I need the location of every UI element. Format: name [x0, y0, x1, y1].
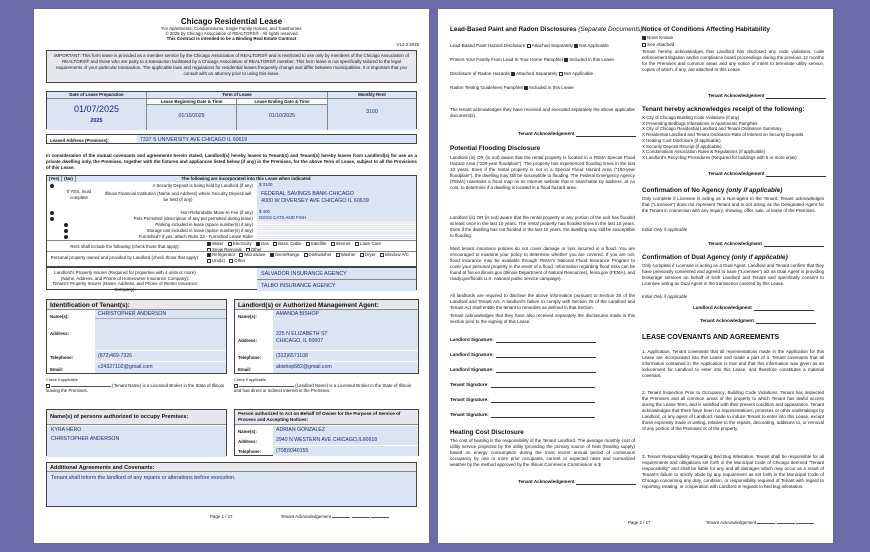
- term-begin-field[interactable]: 01/10/2025: [147, 104, 237, 130]
- tenant-address-label: Address:: [50, 331, 70, 336]
- covenant-2: 2. Tenant Inspection Prior to Occupancy; Building Code Violations. Tenant has inspected the Premises and all common areas of the property to which Tenant has lawful access during the Lease Term, and is satisfied with their present condition and appearance. Tenant acknowledges that there have been no representations, promises or other undertakings by Landlord, or any agent of Landlord, made to induce Tenant to enter into this Lease, except those expressly made in writing, relative to the repairs, decorating, additions to, or removal of any portion of the Premises or of the property.: [642, 390, 824, 432]
- incorporated-items-table: [46, 175, 417, 267]
- landlord-email-field[interactable]: abishop682@gmail.com: [273, 362, 418, 373]
- utility-option[interactable]: [207, 241, 224, 246]
- appliances-list: [207, 252, 414, 263]
- item-bank: Illinois Financial Institution (Name and Address) where Security Deposit will be held (if any): [104, 191, 252, 202]
- lease-subtitle-1: For Apartments, Condominiums, Single Family Homes, and Townhomes: [161, 26, 302, 31]
- appliance-label: Washer: [340, 252, 356, 257]
- flood-para-2: Landlord (is) OR (is not) aware that the rental property or any portion of the unit has flooded at least once in the last 10 years. The rental property has flooded times in the last 10 years. Even if the dwelling has not flooded in the last 10 years, the dwelling may still be susceptible to flooding.: [450, 215, 635, 239]
- date-prep-field[interactable]: 01/07/2025: [73, 104, 120, 114]
- receipt-item: X City of Chicago Residential Landlord and Tenant Ordinance Summary: [642, 126, 782, 132]
- appliance-checkbox[interactable]: [207, 259, 211, 263]
- utility-option[interactable]: [256, 241, 269, 246]
- tenant-email-label: Email:: [50, 367, 64, 372]
- covenants-heading: LEASE COVENANTS AND AGREEMENTS: [642, 334, 780, 341]
- leased-address-row: [46, 134, 417, 144]
- no-agency-text: Only complete if Licensee is acting as a Non-agent to the Tenant. Tenant acknowledges that ("Licensee") does not represent Tenant and is not acting as the Designated Agent for the Tenant in connection with any inquiry, showing, offer, sale, or lease of the Premises.: [642, 196, 824, 214]
- landlord-identification: [234, 299, 419, 374]
- heating-text: The cost of heating is the responsibility of the Tenant Landlord. The average monthly cost of utility service projected by the utility (providing the primary source of heat (heating supply) based on energy consumption during the most recent annual period of continuous occupancy by one or more prior occupants, current or expected rates and normalized weather by the method approved by the Illinois Commerce Commission is $: [450, 438, 635, 468]
- deposit-field[interactable]: $ 3100: [257, 182, 416, 188]
- landlord-address-label: Address:: [238, 338, 258, 343]
- utility-checkbox[interactable]: [207, 242, 211, 246]
- item-security-deposit: A Security Deposit is being held by Landlord (if any): [152, 183, 253, 188]
- additional-agreements-box: [46, 462, 417, 507]
- tenant-email-field[interactable]: c24327102@gmail.com: [95, 362, 226, 373]
- parking-storage-fields: [257, 221, 416, 239]
- page-number-1: Page 1 / 17: [210, 514, 233, 519]
- lead-row-0: Lead-Based Paint Hazard Disclosure Attached Separately Not Applicable: [450, 43, 609, 48]
- rent-field[interactable]: 3100: [327, 98, 416, 130]
- pets-yes-radio[interactable]: [50, 216, 54, 222]
- utility-label: Other: [250, 246, 262, 252]
- receipt-check-mark[interactable]: X: [642, 132, 647, 138]
- receipt-check-mark[interactable]: X: [642, 115, 647, 120]
- occupant-3-field[interactable]: [47, 444, 226, 457]
- lead-radon-rows: [450, 43, 635, 99]
- receipt-check-mark[interactable]: X: [642, 143, 647, 149]
- bank-field[interactable]: [257, 188, 416, 209]
- auth-name-label: Name(s):: [238, 429, 257, 434]
- lead-radon-heading: Lead-Based Paint and Radon Disclosures (Separate Documents): [450, 26, 643, 33]
- receipt-heading: Tenant hereby acknowledges receipt of the following:: [642, 106, 805, 113]
- auth-phone-field[interactable]: (708)9340155: [273, 446, 418, 456]
- receipt-check-mark[interactable]: X: [642, 155, 647, 161]
- lead-row-2: Disclosure of Radon Hazards Attached Separately Not Applicable: [450, 71, 594, 76]
- landlord-insurer-label: Landlord's Property Insurer (Required for properties with 4 units or more) (Name, Address, and Phone of Homeowner Insurance Company):: [54, 270, 196, 281]
- utility-label: Gas: [260, 241, 269, 246]
- deposit-yes-radio[interactable]: [50, 183, 54, 189]
- tenant-broker-text: (Tenant Name) is a Licensed Broker in the State of Illinois leasing the Premises.: [46, 382, 225, 394]
- lead-tenant-ack[interactable]: Tenant Acknowledgement: [518, 131, 636, 137]
- tenant-broker-checkbox[interactable]: [46, 384, 50, 388]
- appliance-option[interactable]: [207, 252, 235, 257]
- lead-row-3: Radon Testing Guidelines Pamphlet Included in this Lease: [450, 85, 574, 90]
- flood-tenant-sig-2[interactable]: Tenant Signature:: [450, 397, 595, 403]
- date-prep-label: Date of Lease Preparation: [47, 92, 147, 98]
- receipt-tenant-ack[interactable]: Tenant Acknowledgement: [708, 171, 826, 177]
- item-parking: Parking included in lease (space number(s) if any): [155, 222, 253, 227]
- flood-tenant-sig-1[interactable]: Tenant Signature:: [450, 382, 595, 388]
- flood-heading: Potential Flooding Disclosure: [450, 145, 541, 152]
- landlord-insurer-field[interactable]: SALVADOR INSURANCE AGENCY: [257, 268, 416, 279]
- landlord-name-field[interactable]: AMANDA BISHOP: [273, 310, 418, 318]
- heating-heading: Heating Cost Disclosure: [450, 429, 524, 436]
- bank-address: 4000 W DIVERSEY AVE CHICAGO IL 60639: [261, 197, 369, 204]
- appliance-option[interactable]: [336, 252, 356, 257]
- appliance-checkbox[interactable]: [336, 253, 340, 257]
- utility-checkbox[interactable]: [306, 242, 310, 246]
- appliance-label: Refrigerator: [212, 252, 236, 257]
- movein-field[interactable]: $ 400: [257, 209, 416, 215]
- pets-field[interactable]: DOGS CATS AND FISH: [257, 215, 416, 221]
- appliance-option[interactable]: [207, 258, 225, 263]
- term-label: Term of Lease: [147, 92, 327, 98]
- receipt-check-mark[interactable]: X: [642, 126, 647, 132]
- insurer-table: [46, 267, 417, 290]
- bank-name: FEDERAL SAVINGS BANK-CHICAGO: [261, 191, 354, 197]
- lead-pamphlet-checkbox[interactable]: [564, 58, 568, 62]
- appliance-label: Dryer: [364, 252, 376, 257]
- lead-na-checkbox[interactable]: [574, 44, 578, 48]
- important-notice: IMPORTANT: This form lease is provided as a member service by the Chicago Association of REALTORS® and is restricted to use only by members of the Chicago Association of REALTORS® and those who are party to a transaction facilitated by a Chicago Association of REALTORS® member. This form lease is not specifically tailored to the legal requirements of your particular transaction. The applicable laws and regulations for residential leases frequently change and differ between municipalities. It is important that you consult with an attorney prior to using this lease.: [46, 50, 417, 83]
- landlord-broker-check-label: Check if applicable: [234, 378, 266, 382]
- tenant-name-field[interactable]: CHRISTOPHER ANDERSON: [95, 310, 226, 318]
- appliance-option[interactable]: [239, 252, 265, 257]
- parking-no-radio[interactable]: [64, 222, 68, 228]
- lead-row-1: Protect Your Family From Lead In Your Home Pamphlet Included in this Lease: [450, 57, 614, 62]
- receipt-check-mark[interactable]: X: [642, 149, 647, 155]
- utility-label: Snow Removal: [212, 246, 242, 252]
- receipt-check-mark[interactable]: X: [642, 137, 647, 143]
- tenant-broker-block: [46, 378, 227, 394]
- appliance-option[interactable]: [229, 258, 245, 263]
- utility-checkbox[interactable]: [355, 242, 359, 246]
- item-movein-fee: Non-Refundable Move-In Fee (if any): [180, 210, 253, 215]
- item-furnished: Furnished? If yes, attach Rider 23 - Furnished Lease Rider: [138, 234, 253, 239]
- item-pets: Pets Permitted (description of any pet permitted during lease): [133, 216, 253, 221]
- auth-phone-label: Telephone:: [238, 449, 262, 454]
- incorporated-header: The following are incorporated into this Lease when indicated: [75, 176, 416, 182]
- term-begin-label: Lease Beginning Date & Time: [147, 98, 237, 104]
- flood-landlord-sig-3[interactable]: Landlord Signature:: [450, 367, 596, 373]
- no-header: (No): [61, 176, 75, 182]
- receipt-item: X Security Deposit Receipt (if applicable): [642, 143, 722, 149]
- utility-checkbox[interactable]: [228, 242, 232, 246]
- covenant-1: 1. Application. Tenant covenants that all representations made in the Application for this Lease are incorporated into this Lease and made a part of it. Tenant covenants that all information contained in the Application is true and that this information was given as an inducement for Landlord to enter into this Lease, and therefore constitutes a material covenant.: [642, 349, 824, 379]
- dual-agency-initial-label: Initial Only if Applicable: [642, 294, 688, 299]
- appliance-label: Oven/Range: [274, 252, 300, 257]
- landlord-name-label: Name(s):: [238, 314, 257, 319]
- lease-page-1[interactable]: [33, 8, 430, 544]
- personal-property-label: Personal property owned and provided by Landlord (check those that apply):: [50, 255, 200, 260]
- utility-label: Electricity: [232, 241, 252, 246]
- appliance-checkbox[interactable]: [207, 253, 211, 257]
- appliance-checkbox[interactable]: [239, 253, 243, 257]
- dual-landlord-ack[interactable]: Landlord Acknowledgment: [693, 305, 814, 311]
- occupants-box: [46, 409, 227, 456]
- rent-includes-label: Rent shall include the following (check those that apply):: [70, 244, 180, 249]
- utility-option[interactable]: [331, 241, 351, 246]
- additional-agreements-field[interactable]: Tenant shall inform the landlord of any repairs or alterations before execution.: [47, 472, 416, 506]
- landlord-phone-label: Telephone:: [238, 355, 262, 360]
- landlord-broker-checkbox[interactable]: [234, 384, 238, 388]
- utility-label: Internet: [335, 241, 351, 246]
- furnished-no-radio[interactable]: [64, 234, 68, 240]
- appliance-option[interactable]: [380, 252, 409, 257]
- utility-label: Water: [212, 241, 224, 246]
- lead-attached-checkbox[interactable]: [527, 44, 531, 48]
- receipt-check-mark[interactable]: X: [642, 120, 647, 126]
- receipt-item: X Heating Cost Disclosure (if applicable): [642, 137, 721, 143]
- habitability-tenant-ack[interactable]: Tenant Acknowledgement: [708, 93, 826, 99]
- utility-option[interactable]: [273, 241, 301, 246]
- see-attached-option[interactable]: See Attached: [642, 42, 674, 48]
- movein-yes-radio[interactable]: [50, 210, 54, 216]
- utility-option[interactable]: [228, 241, 252, 246]
- lease-page-2[interactable]: [437, 8, 834, 544]
- term-end-label: Lease Ending Date & Time: [237, 98, 327, 104]
- landlord-ident-heading: Landlord(s) or Authorized Management Agent:: [235, 300, 418, 310]
- utility-checkbox[interactable]: [273, 242, 277, 246]
- radon-na-checkbox[interactable]: [559, 72, 563, 76]
- lease-title: Chicago Residential Lease: [180, 17, 283, 26]
- version-label: V12.0 2025: [396, 42, 419, 47]
- deposit-value: 3100: [262, 182, 273, 187]
- tenant-insurer-label: Tenant's Property Insurer (Name, Address, and Phone of Renter Insurance Company):: [52, 281, 198, 292]
- tenant-phone-label: Telephone:: [50, 355, 74, 360]
- radon-attached-checkbox[interactable]: [511, 72, 515, 76]
- receipt-item: X Residential Landlord and Tenant Ordinance Rate of Interest on Security Deposits: [642, 132, 804, 138]
- yes-header: (Yes): [48, 176, 60, 181]
- no-agency-heading: Confirmation of No Agency (only if applicable): [642, 187, 783, 194]
- landlord-address-line1: 225 N ELIZABETH ST: [276, 331, 328, 337]
- occupant-1-field[interactable]: KYRA HERO: [47, 426, 226, 435]
- additional-heading: Additional Agreements and Covenants:: [47, 463, 416, 472]
- leased-address-field[interactable]: 7337 S UNIVERSITY AVE CHICAGO IL 60619: [137, 135, 416, 143]
- appliance-option[interactable]: [270, 252, 300, 257]
- tenant-ack-footer-2: Tenant Acknowledgement: [706, 520, 814, 526]
- utility-label: Lawn Care: [359, 241, 381, 246]
- receipt-item: X Landlord's Recycling Procedures (Required for buildings with 5 or more units): [642, 155, 797, 161]
- utility-checkbox[interactable]: [256, 242, 260, 246]
- appliance-option[interactable]: [304, 252, 332, 257]
- heating-tenant-ack[interactable]: Tenant Acknowledgement: [518, 479, 636, 485]
- auth-address-label: Address:: [238, 439, 258, 444]
- dual-agency-text: Only complete if Licensee is acting as a Dual Agent. Landlord and Tenant confirm that they have previously consented and agreed to have ("Licensee") act as Dual Agent in providing brokerage services on behalf of both Landlord and Tenant and specifically consent to Licensee acting as Dual Agent in the transaction covered by this Lease.: [642, 263, 824, 287]
- appliance-checkbox[interactable]: [229, 259, 233, 263]
- authorized-heading: Person authorized to Act on Behalf Of Owner for the Purpose of Service of Process and Accepting Notices:: [235, 410, 418, 425]
- appliance-label: Window A/C: [384, 252, 409, 257]
- appliance-label: Microwave: [244, 252, 266, 257]
- landlord-email-label: Email:: [238, 367, 252, 372]
- receipt-item: X Preventing Bedbugs Infestations in Apartments Pamphlet: [642, 120, 758, 126]
- appliance-option[interactable]: [360, 252, 376, 257]
- utility-option[interactable]: [306, 241, 327, 246]
- occupants-heading: Name(s) of persons authorized to occupy Premises:: [47, 410, 226, 425]
- no-agency-tenant-ack[interactable]: Tenant Acknowledgment: [708, 241, 824, 247]
- appliance-label: Other: [234, 257, 246, 263]
- page-number-2: Page 2 / 17: [628, 520, 651, 525]
- lease-terms-table: [46, 91, 417, 129]
- item-storage: Storage unit included in lease (space number(s) if any): [146, 228, 253, 233]
- utility-label: Basic Cable: [278, 241, 302, 246]
- habitability-heading: Notice of Conditions Affecting Habitability: [642, 26, 770, 33]
- utility-label: Satellite: [310, 241, 327, 246]
- storage-no-radio[interactable]: [64, 228, 68, 234]
- utility-option[interactable]: [355, 241, 381, 246]
- landlord-phone-field[interactable]: (312)6571108: [273, 351, 418, 361]
- tenant-broker-check-label: Check if applicable: [46, 378, 78, 382]
- leased-address-label: Leased Address (Premises):: [50, 137, 109, 143]
- appliance-checkbox[interactable]: [360, 253, 364, 257]
- rent-label: Monthly Rent: [327, 92, 416, 98]
- term-end-field[interactable]: 01/10/2025: [237, 104, 327, 130]
- no-agency-initial-label: Initial Only if Applicable: [642, 227, 688, 232]
- auth-name-field[interactable]: ADRIAN GONZALEZ: [273, 426, 418, 435]
- appliance-checkbox[interactable]: [270, 253, 274, 257]
- if-yes-note: If YES, must complete: [66, 189, 92, 200]
- dual-tenant-ack[interactable]: Tenant Acknowledgment: [700, 318, 816, 324]
- lease-subtitle-2: © 2025 by Chicago Association of REALTORS® - All rights reserved: [165, 31, 298, 36]
- appliance-label: Unit(s): [212, 257, 225, 263]
- flood-tenant-sig-3[interactable]: Tenant Signature:: [450, 412, 595, 418]
- auth-address-field[interactable]: 2940 N WESTERN AVE CHICAGO,IL60618: [273, 435, 418, 445]
- tenant-ack-footer-1: Tenant Acknowledgement: [281, 514, 389, 520]
- movein-value: 400: [262, 209, 270, 214]
- receipt-item: X City of Chicago Building Code Violations (if any): [642, 115, 740, 120]
- tenant-insurer-field[interactable]: TALBO INSURANCE AGENCY: [257, 279, 416, 291]
- date-prep-year: 2025: [90, 118, 103, 125]
- occupant-2-field[interactable]: CHRISTOPHER ANDERSON: [47, 435, 226, 444]
- flood-para-4: All landlords are required to disclose the above information pursuant to Section 25 of the Landlord and Tenant Act. A landlord's failure to comply with Section 25 of the Landlord and Tenant Act shall entitle the tenant to remedies as defined in that Section.: [450, 293, 635, 311]
- flood-landlord-sig-1[interactable]: Landlord Signature:: [450, 337, 596, 343]
- flood-para-3: Most tenant insurance policies do not cover damage or loss incurred in a flood. You are encouraged to examine your policy to determine whether you are covered. If you are not, flood insurance may be available through FEMA's National Flood Insurance Program to cover your personal property in the event of a flood. Information regarding flood risks can be found at fire.en.illinois.gov (Illinois Department of Natural Resources), fema.gov (FEMA), and ready.gov/floods U.S. national public service campaign).: [450, 246, 635, 282]
- dual-agency-heading: Confirmation of Dual Agency (only if applicable): [642, 254, 788, 261]
- tenant-address-field[interactable]: [95, 318, 226, 350]
- appliance-checkbox[interactable]: [380, 253, 384, 257]
- landlord-broker-block: [234, 378, 419, 394]
- habitability-text: Tenant hereby acknowledges that Landlord has disclosed any code violations, code enforcement litigation and/or compliance board proceedings during the previous 12 months for the Premises and common areas and any notice of intent to terminate utility service, copies of which, if any, are attached to this Lease.: [642, 49, 824, 73]
- radon-pamphlet-checkbox[interactable]: [524, 86, 528, 90]
- covenant-3: 3. Tenant Responsibility Regarding Bed Bug Infestation. Tenant shall be responsible for all requirements and obligations set forth in the Municipal Code of Chicago deemed "Tenant responsibility" and shall be liable for any and all damages which may occur as a result of Tenant's failure to strictly abide by any requirement as set forth in the Municipal Code of Chicago concerning any duty, condition, or responsibility required of Tenant with regard to reporting, treating, or cooperation with Landlord in regards to bed bug infestation.: [642, 454, 824, 490]
- lead-ack-text: The tenant acknowledges they have received and executed separately the above applicable document(s).: [450, 107, 635, 119]
- landlord-address-line2: CHICAGO, IL 60607: [276, 337, 324, 344]
- landlord-address-field[interactable]: [273, 318, 418, 350]
- tenant-phone-field[interactable]: (872)469-7326: [95, 351, 226, 361]
- authorized-agent-box: [234, 409, 419, 456]
- receipt-item: X Condominium Association Rules & Regulations (if applicable): [642, 149, 766, 155]
- tenant-name-label: Name(s):: [50, 314, 69, 319]
- landlord-broker-text: (Landlord Name) is a Licensed Broker in the State of Illinois and has direct or indirect interest in the Premises.: [234, 382, 411, 394]
- appliance-label: Dishwasher: [308, 252, 332, 257]
- consideration-text: In consideration of the mutual covenants and agreements herein stated, Landlord(s) hereby leases to Tenant(s) and Tenant(s) hereby leases from Landlord(s) for use as a private dwelling only, the Premises, together with the fixtures and appliances listed below (if any) in the Premises, for the above Term of Lease, subject to all the Provisions of this Lease.: [46, 153, 417, 171]
- receipts-list: [642, 115, 827, 161]
- none-known-option[interactable]: None Known: [642, 35, 673, 41]
- flood-para-1: Landlord (is) OR (is not) aware that the rental property is located in a FEMA Special Flood Hazard Area ("100-year floodplain"). The property has experienced flooding times in the last 10 years. Even if the rental property is not in a Special Flood Hazard Area ("100-year floodplain"), the dwelling may still be susceptible to flooding. The Federal Emergency Agency (FEMA) maintains a flood map on its Internet website that is searchable by address, at no cost, to determine if a dwelling is located in a flood hazard area.: [450, 155, 635, 191]
- flood-landlord-sig-2[interactable]: Landlord Signature:: [450, 352, 596, 358]
- tenant-ident-heading: Identification of Tenant(s):: [47, 300, 226, 310]
- utility-checkbox[interactable]: [331, 242, 335, 246]
- tenant-identification: [46, 299, 227, 374]
- appliance-checkbox[interactable]: [304, 253, 308, 257]
- flood-para-5: Tenant acknowledges that they have also received separately the disclosures made in this section prior to the signing of this Lease.: [450, 313, 635, 325]
- lease-subtitle-3: This Contract is intended to be a Binding Real Estate Contract: [166, 36, 297, 41]
